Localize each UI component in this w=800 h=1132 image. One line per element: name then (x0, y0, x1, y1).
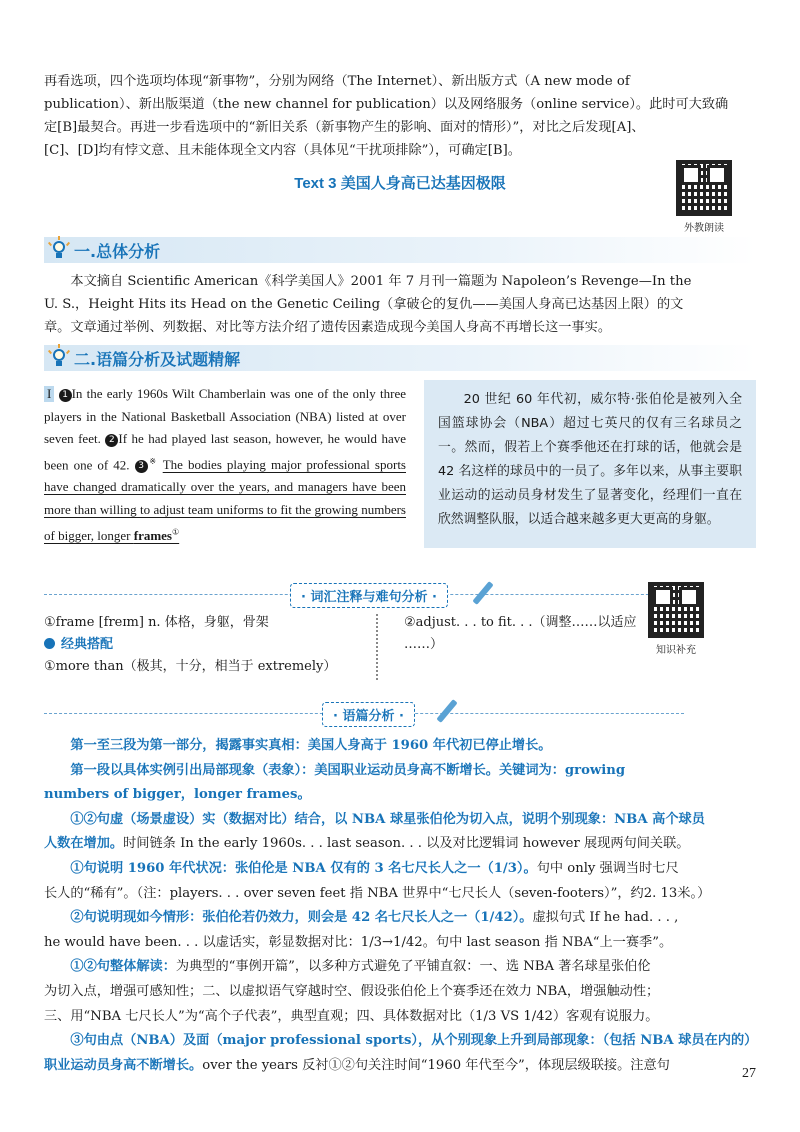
analysis-line: 第一段以具体实例引出局部现象（表象）：美国职业运动员身高不断增长。关键词为：growing (70, 762, 626, 778)
lightbulb-icon (48, 347, 70, 369)
vocab-entry: ①more than（极其，十分，相当于 extremely） (44, 659, 337, 674)
paragraph-number: I (44, 386, 54, 402)
sentence-3-text: The bodies playing major professional sports have changed dramatically over the years, and managers have been more than willing to adjust team uniforms to fit the growing numbers of bigger, longer (44, 456, 406, 543)
vocab-entry: ①frame [freɪm] n. 体格，身躯，骨架 (44, 615, 269, 630)
vocab-entry: ②adjust. . . to fit. . .（调整……以适应 (404, 615, 637, 630)
vocab-right (404, 612, 644, 656)
analysis-line: ①句说明 1960 年代状况：张伯伦是 NBA 仅有的 3 名七尺长人之一（1/3）。句中 only 强调当时七尺 (70, 860, 679, 876)
analysis-line: he would have been. . . 以虚话实，彰显数据对比：1/3→1/42。句中 last season 指 NBA“上一赛季”。 (44, 934, 673, 950)
analysis-body (44, 734, 756, 1078)
difficult-sentence-mark: ※ (147, 456, 158, 466)
analysis-line: 职业运动员身高不断增长。over the years 反衬①②句关注时间“1960 年代至今”，体现层级联接。注意句 (44, 1057, 670, 1073)
collocation-title: 经典搭配 (61, 637, 114, 652)
sentence-1: In the early 1960s Wilt Chamberlain was one of the only three players in the National Basketball Association (NBA) listed at over seven feet. (44, 386, 406, 446)
bullet-icon (44, 638, 55, 649)
intro-paragraph (44, 70, 756, 162)
intro-line: [C]、[D]均有悖文意、且未能体现全文内容（具体见“干扰项排除”），可确定[B]。 (44, 143, 521, 158)
vocab-entry: ……） (404, 637, 444, 652)
qr-label: 知识补充 (656, 645, 696, 656)
analysis-line: 为切入点，增强可感知性；二、以虚拟语气穿越时空、假设张伯伦上个赛季还在效力 NBA，增强触动性； (44, 983, 660, 999)
qr-label: 外教朗读 (684, 223, 724, 234)
intro-line: 定[B]最契合。再进一步看选项中的“新旧关系（新事物产生的影响、面对的情形）”，对比之后发现[A]、 (44, 120, 645, 135)
lightbulb-icon (48, 239, 70, 261)
analysis-line: ②句说明现如今情形：张伯伦若仍效力，则会是 42 名七尺长人之一（1/42）。虚拟句式 If he had. . . , (70, 910, 679, 926)
footnote-mark: ① (172, 527, 180, 537)
pen-icon (472, 581, 493, 605)
passage-translation: 20 世纪 60 年代初，威尔特·张伯伦是被列入全国篮球协会（NBA）超过七英尺的仅有三名球员之一。然而，假若上个赛季他还在打球的话，他就会是 42 名这样的球员中的一员了。多年以来，从事主要职业运动的运动员身材发生了显著变化，经理们一直在欣然调整队服，以适合越来越多更大更高的身躯。 (424, 380, 756, 548)
analysis-line: 人数在增加。时间链条 In the early 1960s. . . last season. . . 以及对比逻辑词 however 展现两句间关联。 (44, 836, 690, 852)
analysis-line: ①②句整体解读：为典型的“事例开篇”，以多种方式避免了平铺直叙：一、选 NBA 著名球星张伯伦 (70, 959, 651, 975)
pen-icon (436, 699, 457, 723)
sentence-number: 1 (59, 389, 72, 402)
passage-english (44, 383, 406, 547)
analysis-line: numbers of bigger，longer frames。 (44, 787, 311, 803)
analysis-line: ③句由点（NBA）及面（major professional sports），从个别现象上升到局部现象：（包括 NBA 球员在内的） (70, 1033, 758, 1049)
analysis-label: · 语篇分析 · (322, 702, 415, 727)
sentence-number: 2 (105, 434, 118, 447)
sentence-2: If he had played last season, however, he would have been one of 42. (44, 431, 407, 472)
analysis-line: ①②句虚（场景虚设）实（数据对比）结合，以 NBA 球星张伯伦为切入点，说明个别现象：NBA 高个球员 (70, 811, 705, 827)
section-title: 一.总体分析 (74, 241, 161, 261)
vocab-left (44, 612, 374, 678)
intro-line: 再看选项，四个选项均体现“新事物”，分别为网络（The Internet）、新出版方式（A new mode of (44, 74, 630, 89)
qr-code-icon[interactable] (648, 582, 704, 638)
intro-line: publication）、新出版渠道（the new channel for publication）以及网络服务（online service）。此时可大致确 (44, 97, 729, 112)
analysis-line: 长人的“稀有”。（注：players. . . over seven feet 指 NBA 世界中“七尺长人（seven-footers）”，约2. 13米。） (44, 885, 711, 901)
analysis-line: 第一至三段为第一部分，揭露事实真相：美国人身高于 1960 年代初已停止增长。 (70, 738, 552, 753)
keyword-frames: frames (133, 527, 172, 543)
section-header-overall (44, 237, 756, 263)
analysis-line: 三、用“NBA 七尺长人”为“高个子代表”，典型直观；四、具体数据对比（1/3 VS 1/42）客观有说服力。 (44, 1008, 659, 1024)
collocation-heading (44, 634, 374, 656)
overview-line: U. S.，Height Hits its Head on the Genetic Ceiling（拿破仑的复仇——美国人身高已达基因上限）的文 (44, 297, 684, 312)
text-title: Text 3 美国人身高已达基因极限 (294, 175, 506, 192)
overview-line: 本文摘自 Scientific American《科学美国人》2001 年 7 月刊一篇题为 Napoleon’s Revenge—In the (70, 274, 692, 289)
section-header-analysis (44, 345, 756, 371)
vocab-label: · 词汇注释与难句分析 · (290, 583, 448, 608)
overview-line: 章。文章通过举例、列数据、对比等方法介绍了遗传因素造成现今美国人身高不再增长这一事实。 (44, 320, 612, 335)
qr-code-icon[interactable] (676, 160, 732, 216)
overview-paragraph (44, 270, 756, 339)
section-title: 二.语篇分析及试题精解 (74, 349, 241, 369)
sentence-number: 3 (135, 460, 148, 473)
page-number: 27 (742, 1066, 756, 1081)
chain-divider-icon (376, 614, 388, 680)
